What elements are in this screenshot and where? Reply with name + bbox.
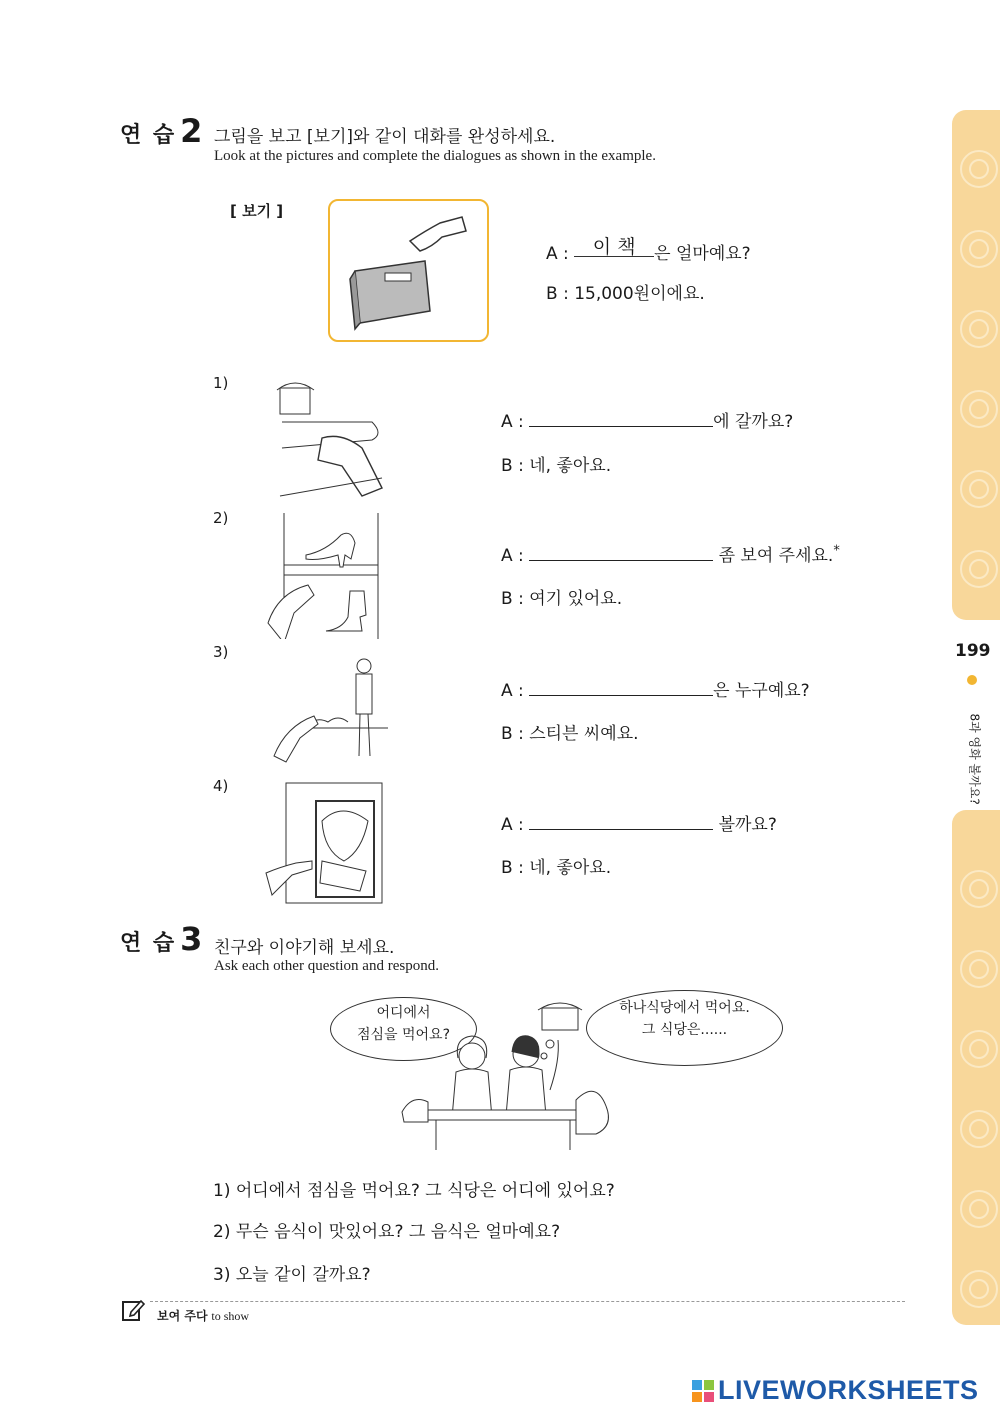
item1-line-b: B : 네, 좋아요. [501, 456, 612, 476]
item4-line-a: A : 볼까요? [501, 810, 777, 835]
example-answer: 이 책 [574, 238, 654, 257]
example-line-a: A : 이 책 은 얼마예요? [546, 236, 751, 264]
note-icon [121, 1298, 145, 1326]
item1-number: 1) [213, 374, 229, 392]
exercise2-instruction-en: Look at the pictures and complete the dialogues as shown in the example. [214, 148, 656, 164]
item4-line-b: B : 네, 좋아요. [501, 858, 612, 878]
exercise3-instruction-ko: 친구와 이야기해 보세요. [214, 938, 395, 958]
item2-answer-blank[interactable] [529, 542, 713, 561]
question-3: 3) 오늘 같이 갈까요? [213, 1265, 371, 1285]
item3-line-a: A : 은 누구예요? [501, 676, 810, 701]
watermark-text: LIVEWORKSHEETS [718, 1375, 979, 1405]
exercise3-instruction-en: Ask each other question and respond. [214, 958, 439, 974]
item3-answer-blank[interactable] [529, 677, 713, 696]
side-tab-top [952, 110, 1000, 620]
accent-dot [967, 675, 977, 685]
man-pointing-illustration [266, 656, 391, 768]
exercise2-heading [120, 112, 202, 150]
example-line-b: B : 15,000원이에요. [546, 284, 705, 304]
question-1: 1) 어디에서 점심을 먹어요? 그 식당은 어디에 있어요? [213, 1181, 615, 1201]
restaurant-pointing-illustration [272, 378, 387, 500]
example-label: [ 보기 ] [230, 202, 284, 220]
item4-number: 4) [213, 777, 229, 795]
chapter-title: 8과 영화 볼까요? [967, 713, 982, 805]
item2-line-b: B : 여기 있어요. [501, 589, 623, 609]
movie-poster-illustration [264, 781, 384, 907]
speech-bubble-left: 어디에서 점심을 먹어요? [330, 997, 477, 1061]
question-2: 2) 무슨 음식이 맛있어요? 그 음식은 얼마예요? [213, 1222, 561, 1242]
footnote-divider [150, 1301, 905, 1302]
exercise2-instruction-ko: 그림을 보고 [보기]와 같이 대화를 완성하세요. [214, 127, 556, 147]
footnote [157, 1307, 249, 1324]
speech-bubble-right: 하나식당에서 먹어요. 그 식당은...... [586, 990, 783, 1066]
shoes-illustration [266, 513, 386, 639]
book-illustration [328, 199, 489, 342]
item4-answer-blank[interactable] [529, 811, 713, 830]
side-tab-bottom [952, 810, 1000, 1325]
exercise3-number: 3 [180, 920, 203, 958]
item3-number: 3) [213, 643, 229, 661]
exercise3-heading [120, 920, 202, 958]
item2-line-a: A : 좀 보여 주세요.* [501, 543, 840, 566]
page-number: 199 [955, 641, 991, 661]
item3-line-b: B : 스티븐 씨예요. [501, 724, 639, 744]
item2-number: 2) [213, 509, 229, 527]
footnote-gloss: to show [211, 1309, 250, 1323]
item1-line-a: A : 에 갈까요? [501, 407, 793, 432]
exercise2-number: 2 [180, 112, 203, 150]
exercise3-label: 연 습 [120, 931, 177, 956]
liveworksheets-logo [692, 1375, 979, 1406]
two-friends-bench-illustration [400, 1000, 615, 1160]
exercise2-label: 연 습 [120, 123, 177, 148]
item1-answer-blank[interactable] [529, 408, 713, 427]
footnote-term: 보여 주다 [157, 1309, 208, 1323]
